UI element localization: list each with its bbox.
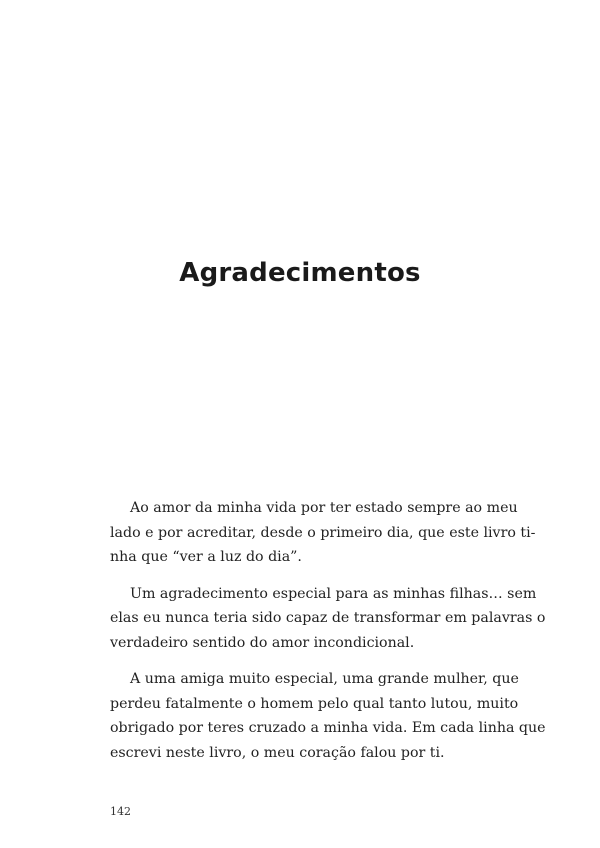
text-line: Um agradecimento especial para as minhas filhas… sem (130, 585, 537, 602)
text-line: perdeu fatalmente o homem pelo qual tanto lutou, muito (110, 695, 519, 712)
text-line: obrigado por teres cruzado a minha vida. Em cada linha que (110, 720, 546, 736)
paragraph-2 (110, 582, 546, 656)
text-line: escrevi neste livro, o meu coração falou por ti. (110, 744, 445, 761)
acknowledgements-text (110, 496, 546, 777)
chapter-title: Agradecimentos (179, 258, 421, 288)
paragraph-3 (110, 667, 546, 765)
text-line: Ao amor da minha vida por ter estado sempre ao meu (130, 500, 518, 516)
text-line: nha que “ver a luz do dia”. (110, 549, 302, 565)
text-line: elas eu nunca teria sido capaz de transformar em palavras o (110, 610, 546, 626)
paragraph-1 (110, 496, 536, 570)
text-line: verdadeiro sentido do amor incondicional. (110, 634, 415, 651)
text-line: A uma amiga muito especial, uma grande mulher, que (130, 671, 519, 687)
text-line: lado e por acreditar, desde o primeiro dia, que este livro ti- (110, 524, 536, 541)
page-number: 142 (110, 805, 131, 818)
